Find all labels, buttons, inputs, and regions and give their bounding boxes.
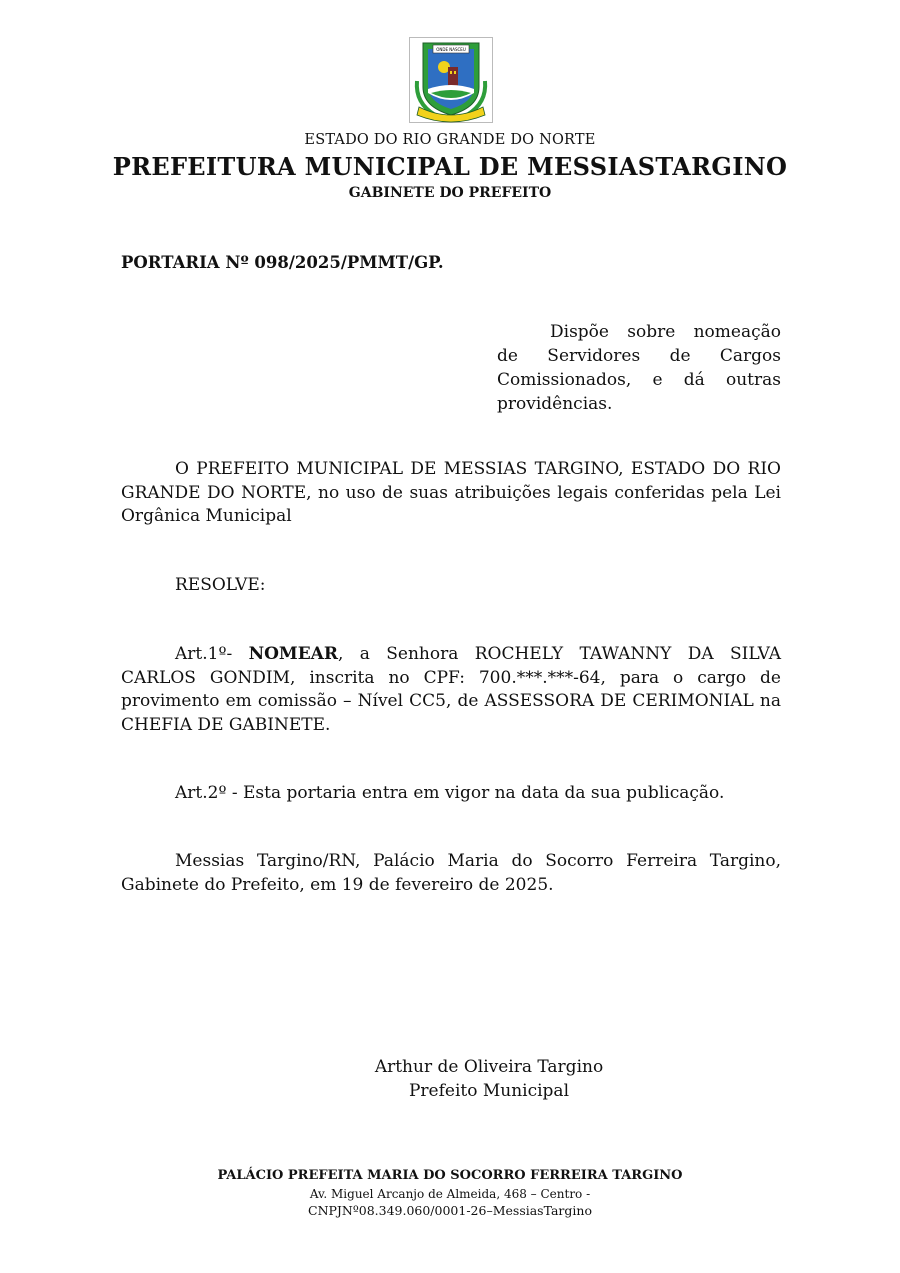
signatory-title: Prefeito Municipal: [408, 1081, 570, 1101]
article-1-prefix: Art.1º-: [175, 644, 249, 664]
prefeitura-title: PREFEITURA MUNICIPAL DE MESSIASTARGINO: [112, 152, 788, 181]
closing-paragraph: Messias Targino/RN, Palácio Maria do Socorro Ferreira Targino, Gabinete do Prefeito, em 19 de fevereiro de 2025.: [121, 851, 781, 895]
portaria-number: PORTARIA Nº 098/2025/PMMT/GP.: [121, 253, 444, 272]
footer-address: Av. Miguel Arcanjo de Almeida, 468 – Centro -: [309, 1187, 591, 1201]
footer-palace: PALÁCIO PREFEITA MARIA DO SOCORRO FERREIRA TARGINO: [217, 1168, 683, 1183]
article-1: [121, 643, 781, 737]
svg-text:ONDE NASCEU: ONDE NASCEU: [436, 47, 466, 52]
preamble-paragraph: O PREFEITO MUNICIPAL DE MESSIAS TARGINO, ESTADO DO RIO GRANDE DO NORTE, no uso de suas atribuições legais conferidas pela Lei Orgânica Municipal: [121, 459, 781, 526]
ementa: Dispõe sobre nomeação de Servidores de Cargos Comissionados, e dá outras providências.: [497, 322, 781, 414]
municipal-coat-of-arms-icon: [409, 37, 493, 123]
resolve-label: RESOLVE:: [175, 575, 266, 595]
article-1-text: , a Senhora ROCHELY TAWANNY DA SILVA CARLOS GONDIM, inscrita no CPF: 700.***.***-64, para o cargo de provimento em comissão – Nível CC5, de ASSESSORA DE CERIMONIAL na CHEFIA DE GABINETE.: [121, 644, 781, 735]
gabinete-subtitle: GABINETE DO PREFEITO: [348, 185, 552, 201]
state-name: ESTADO DO RIO GRANDE DO NORTE: [304, 132, 596, 148]
article-2: Art.2º - Esta portaria entra em vigor na data da sua publicação.: [175, 783, 725, 803]
signatory-name: Arthur de Oliveira Targino: [374, 1057, 604, 1077]
article-1-keyword: NOMEAR: [248, 644, 339, 664]
footer-cnpj: CNPJNº08.349.060/0001-26–MessiasTargino: [308, 1203, 592, 1218]
